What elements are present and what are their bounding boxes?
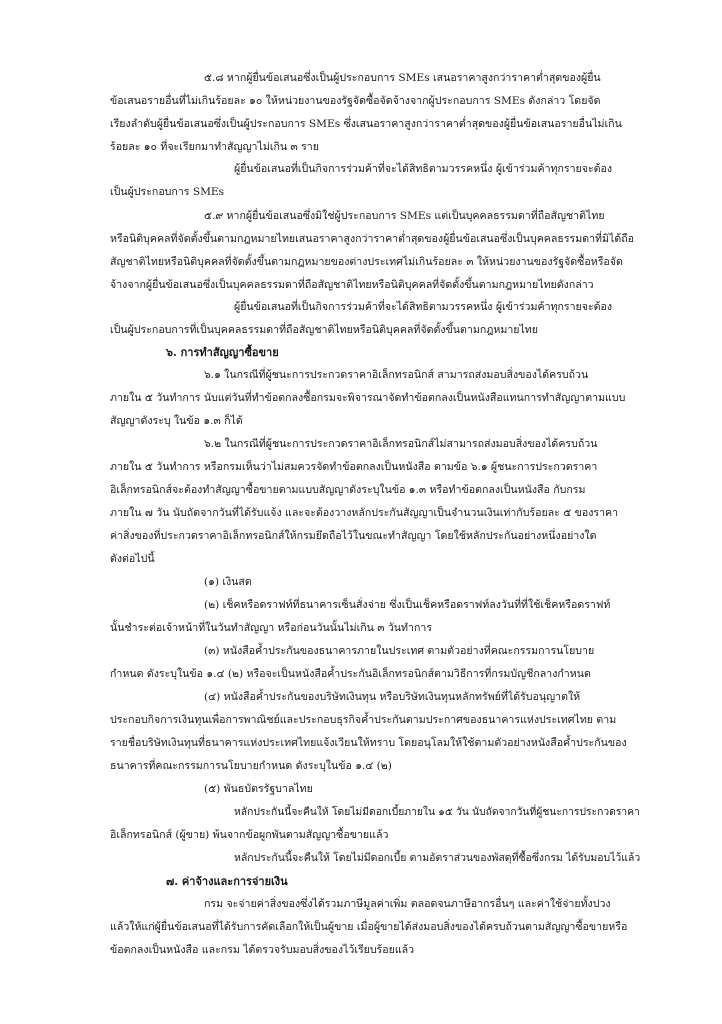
payment-line: แล้วให้แก่ผู้ยื่นข้อเสนอที่ได้รับการคัดเลือกให้เป็นผู้ขาย เมื่อผู้ขายได้ส่งมอบสิ่งของได้ครบถ้วนตามสัญญาซื้อขายหรือ: [110, 921, 628, 933]
guarantee-item-5: (๕) พันธบัตรรัฐบาลไทย: [204, 783, 313, 795]
guarantee-item-4-cont: ประกอบกิจการเงินทุนเพื่อการพาณิชย์และประกอบธุรกิจค้ำประกันตามประกาศของธนาคารแห่งประเทศไทย ตาม: [110, 714, 617, 726]
guarantee-return-line: หลักประกันนี้จะคืนให้ โดยไม่มีดอกเบี้ยภายใน ๑๕ วัน นับถัดจากวันที่ผู้ชนะการประกวดราคา: [234, 806, 640, 818]
clause-5-8-line: เรียงลำดับผู้ยื่นข้อเสนอซึ่งเป็นผู้ประกอบการ SMEs ซึ่งเสนอราคาสูงกว่าราคาต่ำสุดของผู้ยื่นข้อเสนอรายอื่นไม่เกิน: [110, 118, 622, 130]
guarantee-item-3-cont: กำหนด ดังระบุในข้อ ๑.๔ (๒) หรือจะเป็นหนังสือค้ำประกันอิเล็กทรอนิกส์ตามวิธีการที่กรมบัญชีกลางกำหนด: [110, 668, 591, 680]
clause-6-2-line: ค่าสิ่งของที่ประกวดราคาอิเล็กทรอนิกส์ให้กรมยึดถือไว้ในขณะทำสัญญา โดยใช้หลักประกันอย่างหนึ่งอย่างใด: [110, 530, 597, 542]
clause-5-9-line: ๕.๙ หากผู้ยื่นข้อเสนอซึ่งมิใช่ผู้ประกอบการ SMEs แต่เป็นบุคคลธรรมดาที่ถือสัญชาติไทย: [204, 210, 605, 222]
guarantee-return-line: หลักประกันนี้จะคืนให้ โดยไม่มีดอกเบี้ย ตามอัตราส่วนของพัสดุที่ซื้อซึ่งกรม ได้รับมอบไว้แล้ว: [234, 852, 641, 864]
payment-line: กรม จะจ่ายค่าสิ่งของซึ่งได้รวมภาษีมูลค่าเพิ่ม ตลอดจนภาษีอากรอื่นๆ และค่าใช้จ่ายทั้งปวง: [204, 898, 611, 910]
clause-5-9-line: ผู้ยื่นข้อเสนอที่เป็นกิจการร่วมค้าที่จะได้สิทธิตามวรรคหนึ่ง ผู้เข้าร่วมค้าทุกรายจะต้อง: [234, 301, 613, 313]
guarantee-item-4-cont: ธนาคารที่คณะกรรมการนโยบายกำหนด ดังระบุในข้อ ๑.๔ (๒): [110, 760, 392, 772]
clause-5-9-line: หรือนิติบุคคลที่จัดตั้งขึ้นตามกฎหมายไทยเสนอราคาสูงกว่าราคาต่ำสุดของผู้ยื่นข้อเสนอซึ่งเป็นบุคคลธรรมดาที่มิได้ถือ: [110, 233, 634, 245]
guarantee-item-1: (๑) เงินสด: [204, 576, 252, 588]
guarantee-item-2: (๒) เช็คหรือดราฟท์ที่ธนาคารเซ็นสั่งจ่าย ซึ่งเป็นเช็คหรือดราฟท์ลงวันที่ที่ใช้เช็คหรือดราฟท์: [204, 599, 611, 611]
clause-6-1-line: ภายใน ๕ วันทำการ นับแต่วันที่ทำข้อตกลงซื้อกรมจะพิจารณาจัดทำข้อตกลงเป็นหนังสือแทนการทำสัญญาตามแบบ: [110, 392, 626, 404]
clause-5-8-line: ร้อยละ ๑๐ ที่จะเรียกมาทำสัญญาไม่เกิน ๓ ราย: [110, 141, 319, 153]
guarantee-item-4: (๔) หนังสือค้ำประกันของบริษัทเงินทุน หรือบริษัทเงินทุนหลักทรัพย์ที่ได้รับอนุญาตให้: [204, 691, 581, 703]
guarantee-item-3: (๓) หนังสือค้ำประกันของธนาคารภายในประเทศ ตามตัวอย่างที่คณะกรรมการนโยบาย: [204, 645, 595, 657]
clause-5-9-line: สัญชาติไทยหรือนิติบุคคลที่จัดตั้งขึ้นตามกฎหมายของต่างประเทศไม่เกินร้อยละ ๓ ให้หน่วยงานของรัฐจัดซื้อหรือจัด: [110, 256, 623, 268]
clause-6-1-line: ๖.๑ ในกรณีที่ผู้ชนะการประกวดราคาอิเล็กทรอนิกส์ สามารถส่งมอบสิ่งของได้ครบถ้วน: [204, 369, 589, 381]
section-heading-7: ๗. ค่าจ้างและการจ่ายเงิน: [166, 875, 288, 888]
guarantee-item-4-cont: รายชื่อบริษัทเงินทุนที่ธนาคารแห่งประเทศไทยแจ้งเวียนให้ทราบ โดยอนุโลมให้ใช้ตามตัวอย่างหนังสือค้ำประกันของ: [110, 737, 627, 749]
clause-5-9-line: เป็นผู้ประกอบการที่เป็นบุคคลธรรมดาที่ถือสัญชาติไทยหรือนิติบุคคลที่จัดตั้งขึ้นตามกฎหมายไทย: [110, 324, 538, 336]
section-heading-6: ๖. การทำสัญญาซื้อขาย: [166, 346, 279, 359]
clause-5-9-line: จ้างจากผู้ยื่นข้อเสนอซึ่งเป็นบุคคลธรรมดาที่ถือสัญชาติไทยหรือนิติบุคคลที่จัดตั้งขึ้นตามกฎหมายไทยดังกล่าว: [110, 279, 594, 291]
guarantee-item-2-cont: นั้นชำระต่อเจ้าหน้าที่ในวันทำสัญญา หรือก่อนวันนั้นไม่เกิน ๓ วันทำการ: [110, 622, 433, 634]
clause-5-8-line: ๕.๘ หากผู้ยื่นข้อเสนอซึ่งเป็นผู้ประกอบการ SMEs เสนอราคาสูงกว่าราคาต่ำสุดของผู้ยื่น: [204, 72, 601, 84]
clause-6-2-line: ภายใน ๕ วันทำการ หรือกรมเห็นว่าไม่สมควรจัดทำข้อตกลงเป็นหนังสือ ตามข้อ ๖.๑ ผู้ชนะการประกวดราคา: [110, 461, 598, 473]
clause-5-8-line: ข้อเสนอรายอื่นที่ไม่เกินร้อยละ ๑๐ ให้หน่วยงานของรัฐจัดซื้อจัดจ้างจากผู้ประกอบการ SMEs ดังกล่าว โดยจัด: [110, 95, 601, 107]
clause-5-8-line: เป็นผู้ประกอบการ SMEs: [110, 186, 225, 198]
clause-6-1-line: สัญญาดังระบุ ในข้อ ๑.๓ ก็ได้: [110, 415, 243, 427]
clause-6-2-line: ภายใน ๗ วัน นับถัดจากวันที่ได้รับแจ้ง และจะต้องวางหลักประกันสัญญาเป็นจำนวนเงินเท่ากับร้อยละ ๕ ของราคา: [110, 507, 619, 519]
clause-6-2-line: ๖.๒ ในกรณีที่ผู้ชนะการประกวดราคาอิเล็กทรอนิกส์ไม่สามารถส่งมอบสิ่งของได้ครบถ้วน: [204, 438, 598, 450]
clause-6-2-line: ดังต่อไปนี้: [110, 553, 155, 565]
guarantee-return-line: อิเล็กทรอนิกส์ (ผู้ขาย) พ้นจากข้อผูกพันตามสัญญาซื้อขายแล้ว: [110, 829, 389, 841]
clause-6-2-line: อิเล็กทรอนิกส์จะต้องทำสัญญาซื้อขายตามแบบสัญญาดังระบุในข้อ ๑.๓ หรือทำข้อตกลงเป็นหนังสือ กับกรม: [110, 484, 586, 496]
payment-line: ข้อตกลงเป็นหนังสือ และกรม ได้ตรวจรับมอบสิ่งของไว้เรียบร้อยแล้ว: [110, 944, 415, 956]
clause-5-8-line: ผู้ยื่นข้อเสนอที่เป็นกิจการร่วมค้าที่จะได้สิทธิตามวรรคหนึ่ง ผู้เข้าร่วมค้าทุกรายจะต้อง: [234, 163, 613, 175]
